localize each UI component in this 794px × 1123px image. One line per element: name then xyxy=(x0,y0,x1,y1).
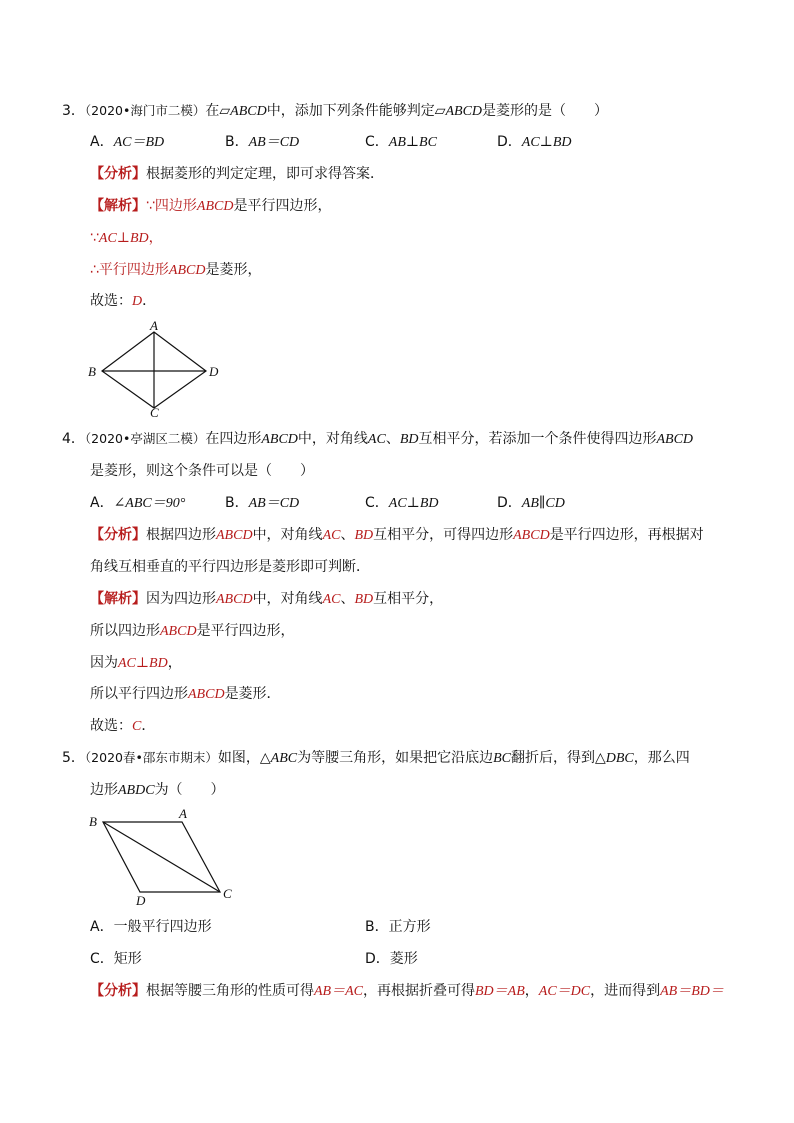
math-expr: BD xyxy=(354,528,374,543)
option-letter: A． xyxy=(90,134,114,150)
stem-text: 如图，△ xyxy=(217,750,271,766)
math-expr: ABCD xyxy=(216,592,253,607)
math-expr: ABCD xyxy=(188,687,225,702)
math-expr: DBC xyxy=(605,751,634,766)
vertex-label-c: C xyxy=(150,405,159,420)
q4-solution-line-2 xyxy=(90,621,295,642)
stem-text: 翻折后，得到△ xyxy=(510,750,606,766)
q3-option-a xyxy=(90,132,164,153)
math-expr: BD＝AB xyxy=(475,984,525,999)
option-expr: AC＝BD xyxy=(113,135,165,150)
math-expr: AC＝DC xyxy=(538,984,591,999)
option-expr: AB∥CD xyxy=(521,496,565,511)
analysis-text: ，再根据折叠可得 xyxy=(363,983,475,999)
parallelogram-symbol: ▱ xyxy=(219,103,231,119)
question-number: 3． xyxy=(62,103,85,119)
solution-text: ∵四边形 xyxy=(146,198,197,214)
q4-option-c xyxy=(365,493,439,514)
solution-text: 是平行四边形， xyxy=(196,623,295,639)
math-expr: ABCD xyxy=(160,624,197,639)
option-letter: D． xyxy=(497,495,522,511)
math-expr: ABCD xyxy=(261,432,298,447)
solution-text: ∴平行四边形 xyxy=(90,262,169,278)
analysis-text: 根据四边形 xyxy=(146,527,216,543)
q3-analysis xyxy=(90,164,384,184)
option-letter: C． xyxy=(365,495,389,511)
diagonal-bc xyxy=(103,822,220,892)
stem-text: 中，添加下列条件能够判定 xyxy=(266,103,435,119)
analysis-text: 中，对角线 xyxy=(252,527,323,543)
question-source: （2020春•邵东市期末） xyxy=(84,750,218,765)
solution-text: 是菱形， xyxy=(205,262,262,278)
math-expr: ABDC xyxy=(118,783,155,798)
answer-end: ． xyxy=(142,293,157,309)
math-expr: AC xyxy=(322,528,341,543)
analysis-text: 根据等腰三角形的性质可得 xyxy=(146,983,314,999)
stem-text: 在 xyxy=(205,103,220,119)
q5-option-d xyxy=(365,949,418,969)
option-letter: A． xyxy=(90,919,114,935)
math-expr: AC xyxy=(322,592,341,607)
stem-text: ，那么四 xyxy=(633,750,690,766)
option-letter: B． xyxy=(225,495,249,511)
analysis-tag: 【分析】 xyxy=(90,166,146,182)
option-text: 矩形 xyxy=(113,951,142,967)
solution-text: 因为四边形 xyxy=(146,591,216,607)
solution-text: 因为 xyxy=(90,655,118,671)
option-expr: ∠ABC＝90° xyxy=(113,496,186,511)
math-expr: BD xyxy=(399,432,419,447)
option-expr: AC⊥BD xyxy=(388,496,439,511)
solution-tag: 【解析】 xyxy=(90,198,146,214)
solution-text: ∵ xyxy=(90,230,99,246)
q5-option-b xyxy=(365,917,431,937)
math-expr: BC xyxy=(493,751,511,766)
solution-text: 是平行四边形， xyxy=(233,198,332,214)
answer-end: ． xyxy=(141,718,156,734)
math-expr: ABCD xyxy=(445,104,483,119)
q5-stem-line-2 xyxy=(90,780,225,801)
option-letter: C． xyxy=(90,951,114,967)
stem-text: 中，对角线 xyxy=(297,431,368,447)
option-expr: AB＝CD xyxy=(248,135,300,150)
solution-text: 中，对角线 xyxy=(252,591,323,607)
stem-text: 边形 xyxy=(90,782,118,798)
option-letter: C． xyxy=(365,134,389,150)
q4-option-d xyxy=(497,493,565,514)
analysis-text: 互相平分，可得四边形 xyxy=(373,527,514,543)
q4-solution-line-4 xyxy=(90,684,281,705)
answer-label: 故选： xyxy=(90,293,132,309)
option-letter: D． xyxy=(497,134,522,150)
stem-text: 是菱形的是（ ） xyxy=(482,103,609,119)
stem-text: 在四边形 xyxy=(205,431,262,447)
analysis-text: 、 xyxy=(340,527,355,543)
math-expr: ABCD xyxy=(216,528,253,543)
option-text: 正方形 xyxy=(388,919,431,935)
stem-text: 互相平分，若添加一个条件使得四边形 xyxy=(418,431,657,447)
solution-tag: 【解析】 xyxy=(90,591,146,607)
solution-text: ， xyxy=(148,230,163,246)
math-expr: AB＝AC xyxy=(314,984,363,999)
math-expr: ABC xyxy=(270,751,298,766)
analysis-text: ， xyxy=(524,983,539,999)
q3-solution-line-1 xyxy=(90,196,331,217)
q3-solution-line-2 xyxy=(90,228,163,249)
q3-option-d xyxy=(497,132,572,153)
analysis-text: ，进而得到 xyxy=(590,983,661,999)
analysis-text: 根据菱形的判定定理，即可求得答案． xyxy=(146,166,384,182)
option-expr: AB⊥BC xyxy=(388,135,437,150)
math-expr: ABCD xyxy=(196,199,234,214)
math-expr: ABCD xyxy=(513,528,550,543)
q5-option-c xyxy=(90,949,142,969)
analysis-tag: 【分析】 xyxy=(90,983,146,999)
question-source: （2020•亭湖区二模） xyxy=(84,431,206,446)
stem-text: 为（ ） xyxy=(154,782,225,798)
vertex-label-a: A xyxy=(150,318,158,333)
option-letter: B． xyxy=(225,134,249,150)
q4-stem-line-2 xyxy=(90,461,314,481)
math-expr: AC⊥BD xyxy=(98,231,149,246)
q3-option-b xyxy=(225,132,299,153)
solution-text: 所以平行四边形 xyxy=(90,686,188,702)
stem-text: 、 xyxy=(385,431,400,447)
q3-answer xyxy=(90,291,156,312)
answer-value: C xyxy=(132,719,142,734)
q3-stem xyxy=(62,101,608,122)
q3-option-c xyxy=(365,132,437,153)
answer-value: D xyxy=(132,294,143,309)
vertex-label-b: B xyxy=(88,364,96,379)
analysis-text: 是平行四边形，再根据对 xyxy=(549,527,704,543)
solution-text: ， xyxy=(167,655,182,671)
q4-solution-line-1 xyxy=(90,589,443,610)
stem-text: 是菱形，则这个条件可以是（ ） xyxy=(90,463,314,479)
vertex-label-d: D xyxy=(136,893,146,906)
vertex-label-d: D xyxy=(209,364,219,379)
q5-option-a xyxy=(90,917,212,937)
solution-text: 、 xyxy=(340,591,355,607)
math-expr: ABCD xyxy=(656,432,694,447)
question-number: 4． xyxy=(62,431,85,447)
math-expr: ABCD xyxy=(230,104,267,119)
option-letter: D． xyxy=(365,951,390,967)
answer-label: 故选： xyxy=(90,718,132,734)
vertex-label-c: C xyxy=(223,886,232,901)
q4-stem-line-1 xyxy=(62,429,693,450)
vertex-label-b: B xyxy=(89,814,97,829)
option-text: 菱形 xyxy=(389,951,418,967)
analysis-text: 角线互相垂直的平行四边形是菱形即可判断． xyxy=(90,559,370,575)
q5-analysis xyxy=(90,981,724,1002)
q4-option-a xyxy=(90,493,185,514)
stem-text: 为等腰三角形，如果把它沿底边 xyxy=(297,750,494,766)
option-text: 一般平行四边形 xyxy=(113,919,212,935)
option-letter: B． xyxy=(365,919,389,935)
option-expr: AB＝CD xyxy=(248,496,300,511)
question-source: （2020•海门市二模） xyxy=(84,103,206,118)
q4-answer xyxy=(90,716,155,737)
math-expr: ABCD xyxy=(168,263,206,278)
q4-analysis-line-2 xyxy=(90,557,370,577)
math-expr: AC⊥BD xyxy=(118,656,168,671)
q4-solution-line-3 xyxy=(90,653,182,674)
q5-parallelogram-figure xyxy=(82,806,242,906)
q4-option-b xyxy=(225,493,299,514)
solution-text: 所以四边形 xyxy=(90,623,160,639)
option-expr: AC⊥BD xyxy=(521,135,572,150)
solution-text: 互相平分， xyxy=(373,591,444,607)
q5-stem-line-1 xyxy=(62,748,690,769)
math-expr: AB＝BD＝ xyxy=(660,984,724,999)
q4-analysis-line-1 xyxy=(90,525,704,546)
solution-text: 是菱形． xyxy=(224,686,281,702)
question-number: 5． xyxy=(62,750,85,766)
vertex-label-a: A xyxy=(179,806,187,821)
math-expr: BD xyxy=(354,592,374,607)
parallelogram-symbol: ▱ xyxy=(434,103,446,119)
option-letter: A． xyxy=(90,495,114,511)
math-expr: AC xyxy=(367,432,386,447)
analysis-tag: 【分析】 xyxy=(90,527,146,543)
q3-rhombus-figure xyxy=(82,318,232,420)
q3-solution-line-3 xyxy=(90,260,261,281)
